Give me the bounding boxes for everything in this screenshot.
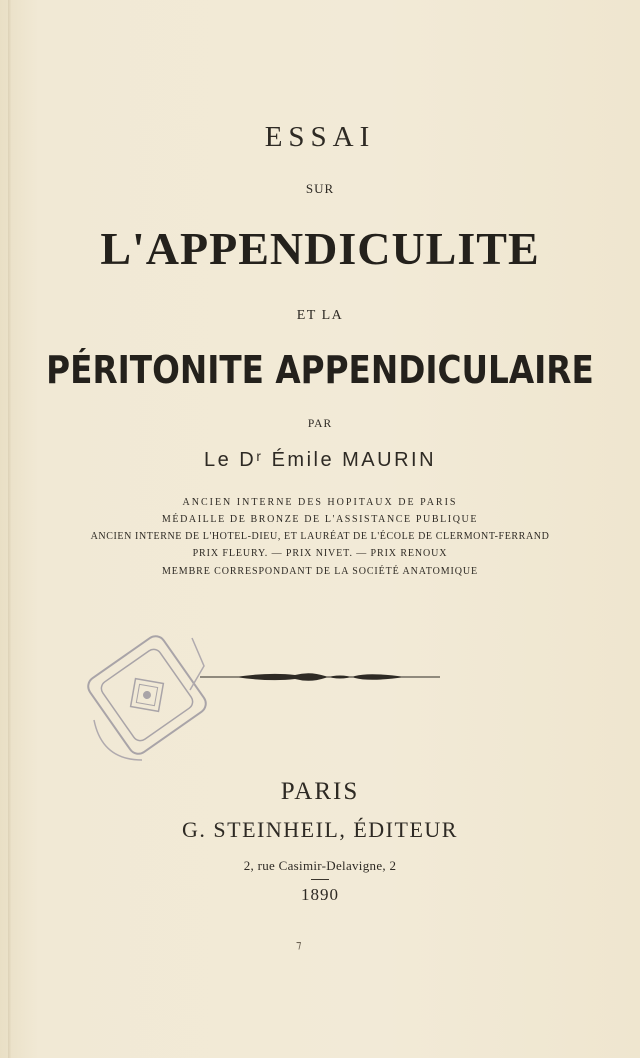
publisher: G. STEINHEIL, ÉDITEUR <box>182 817 458 842</box>
main-title: L'APPENDICULITE <box>100 223 540 274</box>
ornamental-rule <box>200 660 440 694</box>
et-la-text: ET LA <box>296 308 344 323</box>
subtitle: PÉRITONITE APPENDICULAIRE <box>46 348 594 392</box>
city: PARIS <box>280 778 360 805</box>
publication-year: 1890 <box>301 885 339 904</box>
essai-heading: ESSAI <box>264 121 376 153</box>
credential-line: MEMBRE CORRESPONDANT DE LA SOCIÉTÉ ANATOMIQUE <box>162 566 478 577</box>
sur-text: SUR <box>305 181 335 196</box>
publisher-address: 2, rue Casimir-Delavigne, 2 <box>243 858 397 873</box>
divider <box>311 879 329 880</box>
author-name: Le Dʳ Émile MAURIN <box>203 449 437 471</box>
credential-line: MÉDAILLE DE BRONZE DE L'ASSISTANCE PUBLIQUE <box>161 514 479 525</box>
credential-line: ANCIEN INTERNE DE L'HOTEL-DIEU, ET LAURÉAT DE L'ÉCOLE DE CLERMONT-FERRAND <box>90 531 550 542</box>
credential-line: ANCIEN INTERNE DES HOPITAUX DE PARIS <box>182 497 458 508</box>
ink-mark: ⁊ <box>296 939 302 951</box>
library-stamp-icon <box>72 620 222 770</box>
credential-line: PRIX FLEURY. — PRIX NIVET. — PRIX RENOUX <box>192 548 448 559</box>
par-text: PAR <box>307 418 333 430</box>
